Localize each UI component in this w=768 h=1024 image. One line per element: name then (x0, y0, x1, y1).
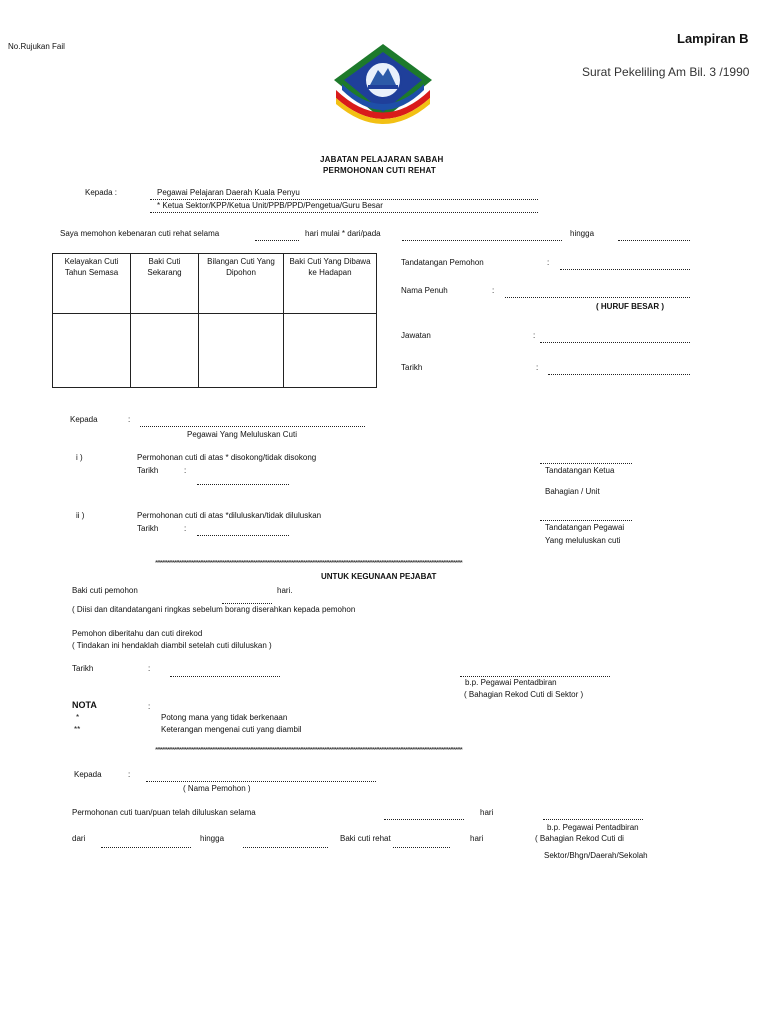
informed-label: Pemohon diberitahu dan cuti direkod (72, 629, 203, 638)
cell-current-balance[interactable] (131, 314, 199, 388)
colon: : (128, 415, 131, 424)
start-date-field[interactable] (402, 240, 562, 241)
colon: : (184, 466, 187, 475)
sabah-education-logo (328, 40, 438, 130)
office-date-label: Tarikh (72, 664, 94, 673)
header-current-balance: Baki Cuti Sekarang (131, 254, 199, 314)
balance-days-label: hari. (277, 586, 293, 595)
header-carried-forward: Baki Cuti Yang Dibawa ke Hadapan (284, 254, 377, 314)
reply-sign-label-2: ( Bahagian Rekod Cuti di (535, 834, 624, 843)
header-days-requested: Bilangan Cuti Yang Dipohon (199, 254, 284, 314)
position-field[interactable] (540, 342, 690, 343)
head-signature-field[interactable] (540, 463, 632, 464)
approver-field[interactable] (140, 426, 365, 427)
nota-title: NOTA (72, 700, 97, 710)
colon: : (547, 258, 550, 267)
colon: : (128, 770, 131, 779)
cell-carried-forward[interactable] (284, 314, 377, 388)
days-field[interactable] (255, 240, 299, 241)
reply-sign-label-3: Sektor/Bhgn/Daerah/Sekolah (544, 851, 648, 860)
colon: : (148, 702, 151, 711)
full-name-hint: ( HURUF BESAR ) (596, 302, 664, 311)
unit-label: Bahagian / Unit (545, 487, 600, 496)
cell-days-requested[interactable] (199, 314, 284, 388)
appendix-label: Lampiran B (677, 31, 749, 46)
balance-label: Baki cuti pemohon (72, 586, 138, 595)
cell-entitlement[interactable] (53, 314, 131, 388)
reply-from-field[interactable] (101, 847, 191, 848)
reply-balance-label: Baki cuti rehat (340, 834, 391, 843)
item-ii-number: ii ) (76, 511, 85, 520)
nota-text-2: Keterangan mengenai cuti yang diambil (161, 725, 302, 734)
informed-note: ( Tindakan ini hendaklah diambil setelah cuti diluluskan ) (72, 641, 272, 650)
item-i-date-field[interactable] (197, 484, 289, 485)
approver-signature-label-2: Yang meluluskan cuti (545, 536, 621, 545)
item-i-text: Permohonan cuti di atas * disokong/tidak disokong (137, 453, 317, 462)
reply-signature-field[interactable] (543, 819, 643, 820)
item-ii-date-label: Tarikh (137, 524, 159, 533)
addressee-label: Kepada : (85, 188, 118, 197)
addressee-line1: Pegawai Pelajaran Daerah Kuala Penyu (157, 188, 300, 197)
colon: : (148, 664, 151, 673)
request-start-label: hari mulai * dari/pada (305, 229, 381, 238)
approver-label: Pegawai Yang Meluluskan Cuti (187, 430, 297, 439)
reply-balance-field[interactable] (393, 847, 450, 848)
office-use-heading: UNTUK KEGUNAAN PEJABAT (321, 572, 437, 581)
office-date-field[interactable] (170, 676, 280, 677)
item-i-date-label: Tarikh (137, 466, 159, 475)
position-label: Jawatan (401, 331, 431, 340)
colon: : (492, 286, 495, 295)
date-field[interactable] (548, 374, 690, 375)
nota-symbol-2: ** (74, 725, 81, 734)
colon: : (533, 331, 536, 340)
nota-symbol-1: * (76, 713, 80, 722)
item-ii-date-field[interactable] (197, 535, 289, 536)
file-reference-label: No.Rujukan Fail (8, 42, 65, 51)
request-until-label: hingga (570, 229, 595, 238)
leave-table (52, 253, 377, 388)
approver-signature-label: Tandatangan Pegawai (545, 523, 625, 532)
separator-stars-2: ********************************************************************************************************************************************************************************** (155, 747, 462, 754)
addressee-line1-underline (150, 199, 538, 200)
reply-days-field[interactable] (384, 819, 464, 820)
reply-until-field[interactable] (243, 847, 328, 848)
office-sign-label-2: ( Bahagian Rekod Cuti di Sektor ) (464, 690, 584, 699)
colon: : (536, 363, 539, 372)
form-title: PERMOHONAN CUTI REHAT (323, 166, 436, 175)
approval-to-label: Kepada (70, 415, 98, 424)
office-sign-label: b.p. Pegawai Pentadbiran (465, 678, 557, 687)
item-i-number: i ) (76, 453, 83, 462)
reply-days2-label: hari (470, 834, 484, 843)
addressee-line2: * Ketua Sektor/KPP/Ketua Unit/PPB/PPD/Pengetua/Guru Besar (157, 201, 383, 210)
applicant-name-hint: ( Nama Pemohon ) (183, 784, 251, 793)
applicant-signature-label: Tandatangan Pemohon (401, 258, 484, 267)
reply-until-label: hingga (200, 834, 225, 843)
separator-stars: ********************************************************************************************************************************************************************************** (155, 560, 462, 567)
department-title: JABATAN PELAJARAN SABAH (320, 155, 444, 164)
header-entitlement: Kelayakan Cuti Tahun Semasa (53, 254, 131, 314)
addressee-line2-underline (150, 212, 538, 213)
date-label: Tarikh (401, 363, 423, 372)
applicant-signature-field[interactable] (560, 269, 690, 270)
circular-reference: Surat Pekeliling Am Bil. 3 /1990 (582, 65, 750, 79)
reply-sign-label: b.p. Pegawai Pentadbiran (547, 823, 639, 832)
full-name-label: Nama Penuh (401, 286, 448, 295)
end-date-field[interactable] (618, 240, 690, 241)
head-signature-label: Tandatangan Ketua (545, 466, 615, 475)
colon: : (184, 524, 187, 533)
balance-field[interactable] (222, 603, 272, 604)
reply-to-label: Kepada (74, 770, 102, 779)
nota-text-1: Potong mana yang tidak berkenaan (161, 713, 288, 722)
item-ii-text: Permohonan cuti di atas *diluluskan/tidak diluluskan (137, 511, 322, 520)
approver-signature-field[interactable] (540, 520, 632, 521)
office-signature-field[interactable] (460, 676, 610, 677)
request-text: Saya memohon kebenaran cuti rehat selama (60, 229, 220, 238)
reply-text: Permohonan cuti tuan/puan telah diluluskan selama (72, 808, 256, 817)
reply-from-label: dari (72, 834, 86, 843)
applicant-name-field[interactable] (146, 781, 376, 782)
office-note: ( Diisi dan ditandatangani ringkas sebelum borang diserahkan kepada pemohon (72, 605, 356, 614)
reply-days-label: hari (480, 808, 494, 817)
full-name-field[interactable] (505, 297, 690, 298)
